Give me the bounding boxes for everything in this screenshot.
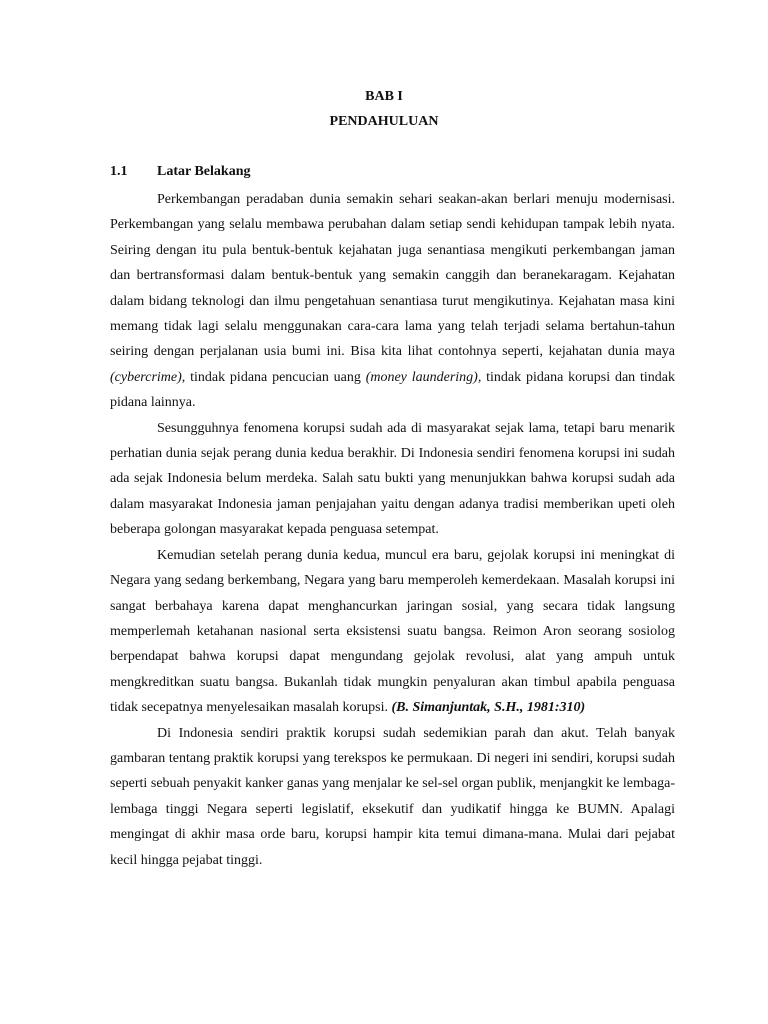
- paragraph: [110, 187, 675, 416]
- body-text: [110, 187, 675, 873]
- paragraph: [110, 416, 675, 543]
- section-number: 1.1: [110, 164, 128, 179]
- section-heading: [110, 164, 250, 180]
- citation: (B. Simanjuntak, S.H., 1981:310): [391, 700, 586, 716]
- paragraph-text: Sesungguhnya fenomena korupsi sudah ada di masyarakat sejak lama, tetapi baru menarik perhatian dunia sejak perang dunia kedua berakhir. Di Indonesia sendiri fenomena korupsi ini sudah ada sejak Indonesia belum merdeka. Salah satu bukti yang menunjukkan bahwa korupsi sudah ada dalam masyarakat Indonesia jaman penjajahan yaitu dengan adanya tradisi memberikan upeti oleh beberapa golongan masyarakat kepada penguasa setempat.: [110, 420, 675, 538]
- paragraph-text: Di Indonesia sendiri praktik korupsi sudah sedemikian parah dan akut. Telah banyak gambaran tentang praktik korupsi yang terekspos ke permukaan. Di negeri ini sendiri, korupsi sudah seperti sebuah penyakit kanker ganas yang menjalar ke sel-sel organ publik, menjangkit ke lembaga-lembaga tinggi Negara seperti legislatif, eksekutif dan yudikatif hingga ke BUMN. Apalagi mengingat di akhir masa orde baru, korupsi hampir kita temui dimana-mana. Mulai dari pejabat kecil hingga pejabat tinggi.: [110, 725, 675, 868]
- paragraph: [110, 543, 675, 721]
- paragraph-text: Kemudian setelah perang dunia kedua, muncul era baru, gejolak korupsi ini meningkat di Negara yang sedang berkembang, Negara yang baru memperoleh kemerdekaan. Masalah korupsi ini sangat berbahaya karena dapat menghancurkan jaringan sosial, yang secara tidak langsung memperlemah ketahanan nasional serta eksistensi suatu bangsa. Reimon Aron seorang sosiolog berpendapat bahwa korupsi dapat mengundang gejolak revolusi, alat yang ampuh untuk mengkreditkan suatu bangsa. Bukanlah tidak mungkin penyaluran akan timbul apabila penguasa tidak secepatnya menyelesaikan masalah korupsi.: [110, 547, 675, 716]
- italic-term: (cybercrime),: [110, 369, 186, 385]
- paragraph-text: tindak pidana pencucian uang: [185, 369, 366, 385]
- paragraph-text: Perkembangan peradaban dunia semakin sehari seakan-akan berlari menuju modernisasi. Perkembangan yang selalu membawa perubahan dalam setiap sendi kehidupan tampak lebih nyata. Seiring dengan itu pula bentuk-bentuk kejahatan juga senantiasa mengikuti perkembangan jaman dan bertransformasi dalam bentuk-bentuk yang semakin canggih dan beranekaragam. Kejahatan dalam bidang teknologi dan ilmu pengetahuan senantiasa turut mengikutinya. Kejahatan masa kini memang tidak lagi selalu menggunakan cara-cara lama yang telah terjadi selama bertahun-tahun seiring dengan perjalanan usia bumi ini. Bisa kita lihat contohnya seperti, kejahatan dunia maya: [110, 192, 675, 360]
- paragraph-text: tindak pidana korupsi dan tindak pidana lainnya.: [110, 369, 675, 411]
- italic-term: (money laundering),: [365, 369, 482, 385]
- chapter-title: PENDAHULUAN: [329, 114, 439, 129]
- chapter-number: BAB I: [365, 89, 403, 104]
- section-title: Latar Belakang: [157, 164, 251, 179]
- paragraph: [110, 721, 675, 873]
